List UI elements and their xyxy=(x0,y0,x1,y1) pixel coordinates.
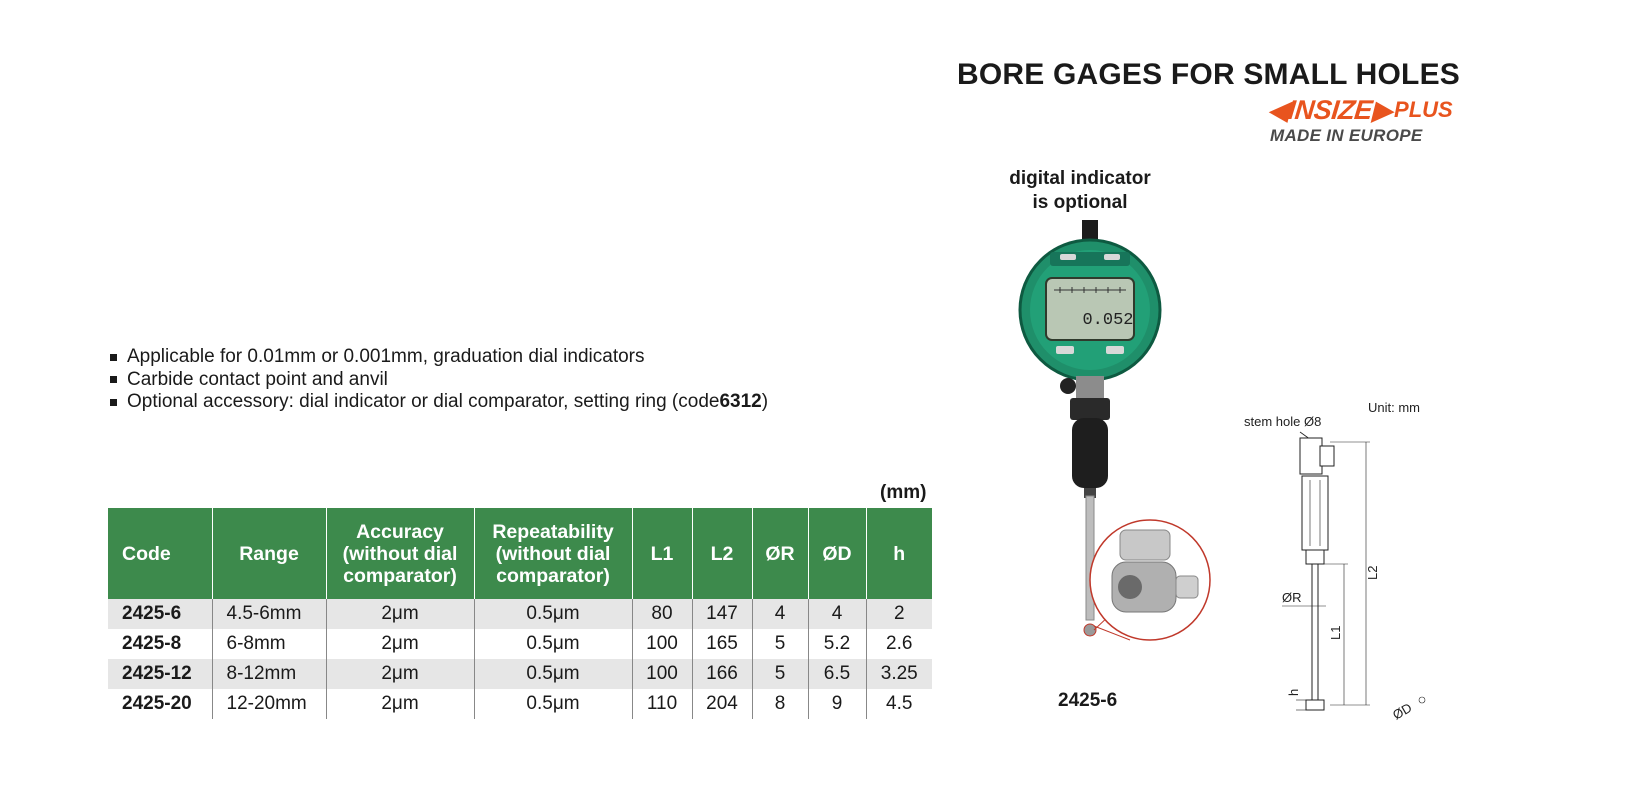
column-header-accuracy: Accuracy (without dial comparator) xyxy=(326,508,474,599)
brand-origin: MADE IN EUROPE xyxy=(1270,126,1423,145)
lcd-reading: 0.052 xyxy=(1082,311,1134,330)
accessory-code: 6312 xyxy=(719,391,762,412)
feature-list xyxy=(110,346,768,414)
stem-hole-label: stem hole Ø8 xyxy=(1244,414,1322,429)
table-row: 2425-8 6-8mm 2μm 0.5μm 100 165 5 5.2 2.6 xyxy=(108,629,932,659)
table-row: 2425-6 4.5-6mm 2μm 0.5μm 80 147 4 4 2 xyxy=(108,599,932,629)
svg-text:h: h xyxy=(1286,688,1301,696)
bullet-icon xyxy=(110,376,117,383)
column-header-r: ØR xyxy=(752,508,808,599)
bore-gage-photo xyxy=(980,160,1220,720)
model-label: 2425-6 xyxy=(1058,690,1118,711)
svg-text:L1: L1 xyxy=(1328,625,1343,640)
spec-table xyxy=(108,508,932,719)
table-unit: (mm) xyxy=(880,482,927,503)
table-row: 2425-20 12-20mm 2μm 0.5μm 110 204 8 9 4.5 xyxy=(108,689,932,719)
photo-caption: digital indicator is optional xyxy=(1009,168,1151,213)
brand-name: INSIZE xyxy=(1286,95,1374,125)
bullet-icon xyxy=(110,354,117,361)
drawing-unit: Unit: mm xyxy=(1368,400,1420,415)
column-header-d: ØD xyxy=(808,508,866,599)
feature-item: Carbide contact point and anvil xyxy=(110,369,768,392)
column-header-h: h xyxy=(866,508,932,599)
column-header-l1: L1 xyxy=(632,508,692,599)
column-header-repeatability: Repeatability (without dial comparator) xyxy=(474,508,632,599)
table-header-row xyxy=(108,508,932,599)
svg-text:L2: L2 xyxy=(1365,565,1380,580)
feature-item: Optional accessory: dial indicator or dial comparator, setting ring (code 6312 ) xyxy=(110,391,768,414)
svg-text:ØR: ØR xyxy=(1282,590,1302,605)
bullet-icon xyxy=(110,399,117,406)
column-header-code: Code xyxy=(108,508,212,599)
brand-suffix: PLUS xyxy=(1394,97,1453,122)
technical-drawing xyxy=(1230,390,1450,730)
svg-text:ØD: ØD xyxy=(1390,699,1415,723)
left-arrow-icon: ◀ xyxy=(1268,95,1288,125)
column-header-range: Range xyxy=(212,508,326,599)
feature-item: Applicable for 0.01mm or 0.001mm, graduation dial indicators xyxy=(110,346,768,369)
brand-logo xyxy=(1268,96,1468,156)
column-header-l2: L2 xyxy=(692,508,752,599)
right-arrow-icon: ▶ xyxy=(1372,95,1393,125)
page-title: BORE GAGES FOR SMALL HOLES xyxy=(956,58,1460,91)
table-row: 2425-12 8-12mm 2μm 0.5μm 100 166 5 6.5 3.25 xyxy=(108,659,932,689)
